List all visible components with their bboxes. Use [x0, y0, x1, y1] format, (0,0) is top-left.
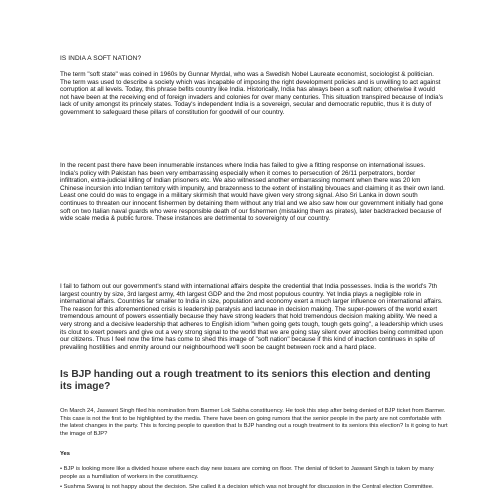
paragraph-jaswant-singh: On March 24, Jaswant Singh filed his nomination from Barmer Lok Sabha constituency. He took this step after being denied of BJP ticket from Barmer. This case is not the first to be highlighted by the media. There have been on going rumors that the senior people in the party are not comfortable with the latest changes in the party. This is forcing people to question that Is BJP handing out a rough treatment to its seniors this election? Is it going to hurt the image of BJP?: [60, 408, 448, 437]
paragraph-recent-past: In the recent past there have been innumerable instances where India has failed to give a fitting response on international issues. India's policy with Pakistan has been very embarrassing especially when it comes to persecution of 26/11 perpetrators, border infiltration, extra-judicial killing of Indian prisoners etc. We also witnessed another embarrassing moment when there was 20 km Chinese incursion into Indian territory with impunity, and brazenness to the extent of installing bivouacs and claiming it as their own land. Least one could do was to engage in a military skirmish that would have given very strong signal. Also Sri Lanka in down south continues to threaten our innocent fishermen by detaining them without any trial and we also saw how our government initially had gone soft on two Italian naval guards who were responsible death of our fishermen (mistaking them as pirates), later backtracked because of wide scale media & public furore. These instances are detrimental to sovereignty of our country.: [60, 162, 445, 223]
bullet-divided-house: • BJP is looking more like a divided house where each day new issues are coming on floor. The denial of ticket to Jaswant Singh is taken by many people as a humiliation of workers in the constituency.: [60, 466, 434, 480]
paragraph-soft-state: The term "soft state" was coined in 1960s by Gunnar Myrdal, who was a Swedish Nobel Laureate economist, sociologist & politician. The term was used to describe a society which was incapable of imposing the right development policies and is unwilling to act against corruption at all levels. Today, this phrase befits country like India. Historically, India has always been a soft nation; otherwise it would not have been at the receiving end of foreign invaders and colonies for over many centuries. This situation transpired because of India's lack of unity amongst its princely states. Today's independent India is a sovereign, secular and democratic republic, thus it is duty of government to safeguard these pillars of constitution for goodwill of our country.: [60, 71, 443, 116]
bullet-sushma-swaraj: • Sushma Swaraj is not happy about the decision. She called it a decision which was not brought for discussion in the Central election Committee.: [60, 484, 434, 490]
section-heading: Is BJP handing out a rough treatment to its seniors this election and denting its image?: [60, 369, 431, 392]
yes-label: Yes: [60, 451, 70, 457]
document-title: IS INDIA A SOFT NATION?: [60, 55, 142, 62]
paragraph-government-stand: I fail to fathom out our government's stand with international affairs despite the credential that India possesses. India is the world's 7th largest country by size, 3rd largest army, 4th largest GDP and the 2nd most populous country. Yet India plays a negligible role in international affairs. Countries far smaller to India in size, population and economy exert a much larger influence on international affairs. The reason for this aforementioned crisis is leadership paralysis and lacunae in decision making. The super-powers of the world exert tremendous amount of powers essentially because they have strong leaders that hold tremendous decision making ability. We need a very strong and a decisive leadership that adheres to English idiom "when going gets tough, tough gets going", a leadership which uses its clout to exert powers and give out a very strong signal to the world that we are going stay silent over atrocities being committed upon our citizens. Thus I feel now the time has come to shed this image of "soft nation" because if this kind of inaction continues in spite of prevailing hostilities and enmity around our neighbourhood we'll soon be caught between rock and a hard place.: [60, 283, 443, 351]
